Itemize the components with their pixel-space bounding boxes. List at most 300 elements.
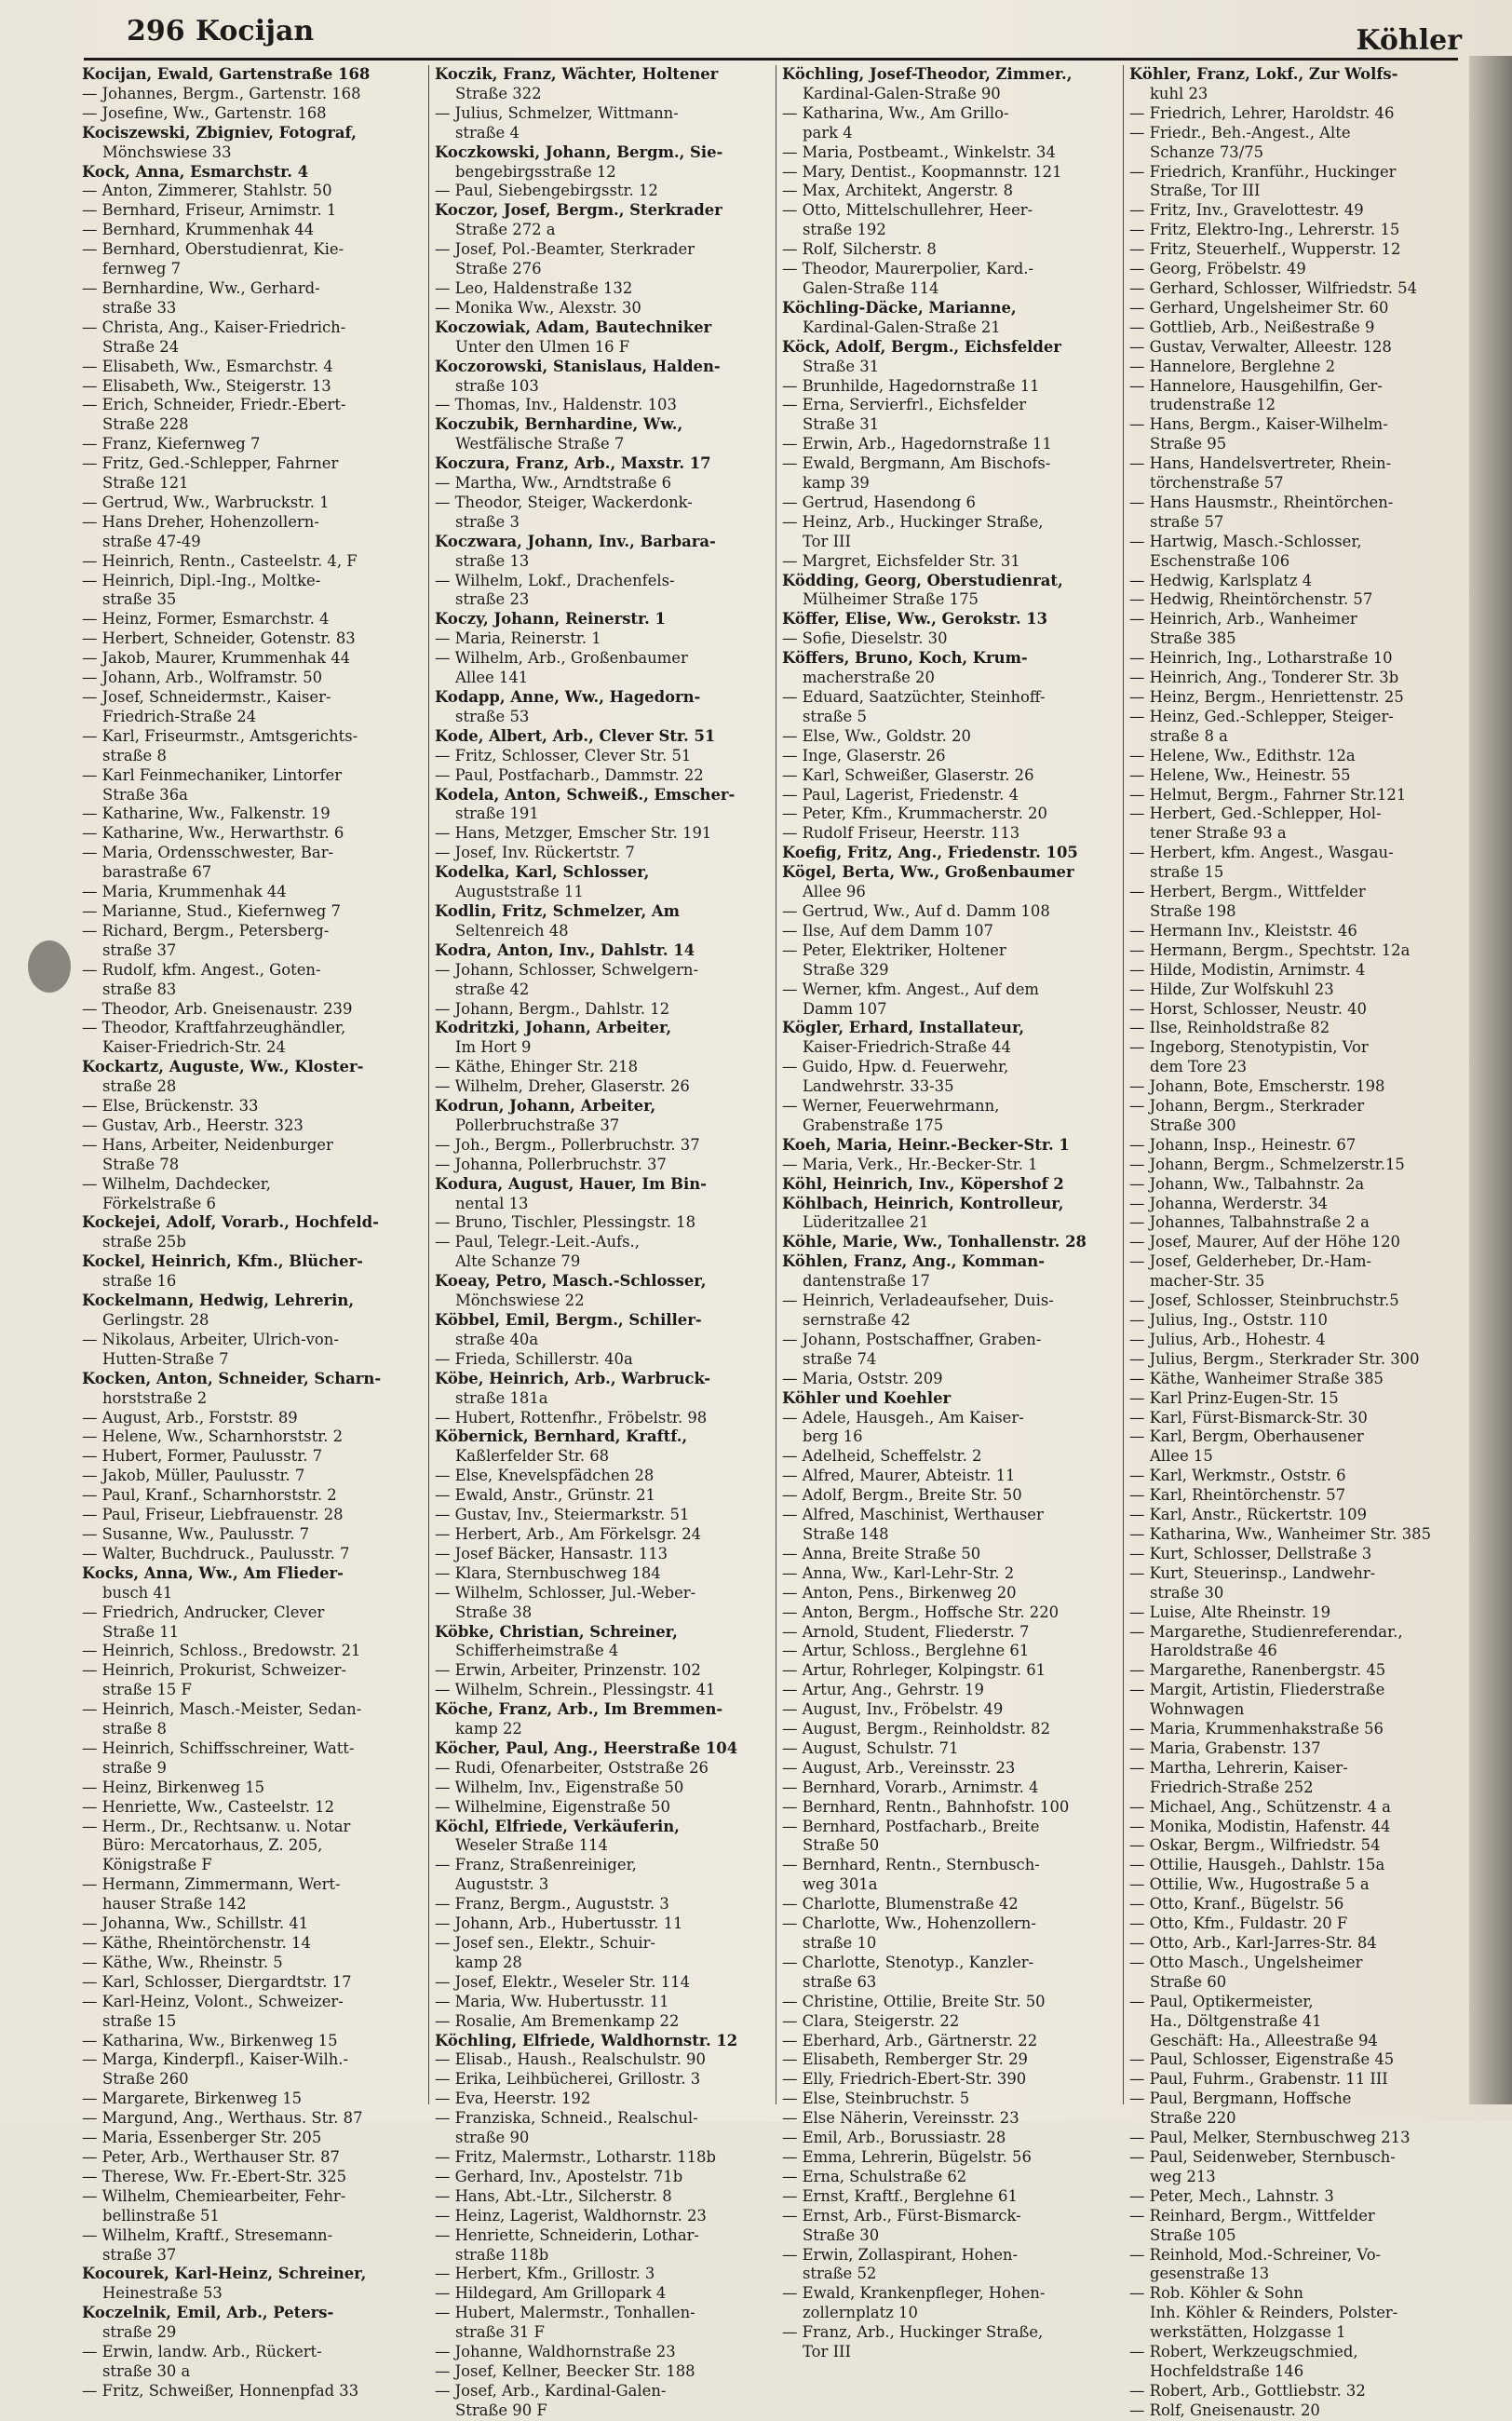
directory-line: — Arnold, Student, Fliederstr. 7: [782, 1622, 1030, 1641]
directory-line: — Luise, Alte Rheinstr. 19: [1129, 1603, 1331, 1621]
right-running-head: Köhler: [1356, 24, 1462, 57]
directory-line: Köck, Adolf, Bergm., Eichsfelder: [782, 337, 1061, 356]
directory-line: — Karl Feinmechaniker, Lintorfer: [82, 765, 343, 784]
directory-line: Kodritzki, Johann, Arbeiter,: [435, 1019, 672, 1037]
directory-line: straße 42: [455, 980, 530, 998]
directory-line: — Hubert, Rottenfhr., Fröbelstr. 98: [435, 1408, 708, 1427]
directory-line: — Emma, Lehrerin, Bügelstr. 56: [782, 2147, 1032, 2166]
directory-line: — Paul, Siebengebirgsstr. 12: [435, 182, 658, 200]
directory-line: straße 33: [102, 298, 177, 317]
directory-line: Landwehrstr. 33-35: [803, 1077, 954, 1096]
directory-line: straße 13: [455, 551, 530, 570]
directory-line: — Josefine, Ww., Gartenstr. 168: [82, 103, 327, 122]
directory-line: — Christa, Ang., Kaiser-Friedrich-: [82, 318, 346, 336]
directory-line: Koczowiak, Adam, Bautechniker: [435, 318, 712, 336]
directory-line: — Eva, Heerstr. 192: [435, 2090, 591, 2108]
directory-line: — Hans, Handelsvertreter, Rhein-: [1129, 454, 1392, 473]
directory-line: Köhlen, Franz, Ang., Komman-: [782, 1252, 1046, 1271]
directory-line: — Wilhelm, Schlosser, Jul.-Weber-: [435, 1583, 696, 1602]
directory-line: — Elisab., Haush., Realschulstr. 90: [435, 2050, 706, 2069]
directory-line: — Artur, Rohrleger, Kolpingstr. 61: [782, 1661, 1046, 1680]
directory-line: — Gerhard, Schlosser, Wilfriedstr. 54: [1129, 278, 1418, 297]
directory-line: Köchl, Elfriede, Verkäuferin,: [435, 1817, 680, 1835]
directory-line: — Franz, Straßenreiniger,: [435, 1856, 637, 1874]
directory-line: Grabenstraße 175: [803, 1116, 944, 1134]
directory-line: — Ottilie, Ww., Hugostraße 5 a: [1129, 1875, 1370, 1894]
directory-line: dantenstraße 17: [803, 1272, 930, 1291]
directory-line: Straße 148: [803, 1524, 889, 1543]
directory-line: Wohnwagen: [1150, 1700, 1245, 1719]
directory-line: — Margund, Ang., Werthaus. Str. 87: [82, 2109, 363, 2128]
directory-line: Straße 322: [455, 84, 542, 102]
directory-line: — Alfred, Maurer, Abteistr. 11: [782, 1467, 1016, 1485]
directory-line: — Fritz, Inv., Gravelottestr. 49: [1129, 201, 1364, 220]
directory-line: — Adolf, Bergm., Breite Str. 50: [782, 1486, 1022, 1505]
directory-line: Kodrun, Johann, Arbeiter,: [435, 1097, 656, 1116]
directory-line: — Horst, Schlosser, Neustr. 40: [1129, 999, 1367, 1018]
directory-line: — Ingeborg, Stenotypistin, Vor: [1129, 1038, 1369, 1057]
directory-line: horststraße 2: [102, 1388, 208, 1407]
directory-columns: [82, 65, 1460, 2419]
directory-line: Allee 141: [455, 669, 529, 687]
directory-line: — Werner, kfm. Angest., Auf dem: [782, 980, 1039, 998]
directory-line: — Johann, Bote, Emscherstr. 198: [1129, 1077, 1385, 1096]
directory-line: — Josef, Gelderheber, Dr.-Ham-: [1129, 1252, 1372, 1271]
directory-line: straße 181a: [455, 1388, 548, 1407]
directory-line: — Wilhelm, Schrein., Plessingstr. 41: [435, 1681, 716, 1699]
directory-line: Straße 95: [1150, 435, 1227, 453]
directory-line: straße 47-49: [102, 532, 201, 550]
directory-line: — Mary, Dentist., Koopmannstr. 121: [782, 162, 1062, 181]
directory-line: — Ilse, Reinholdstraße 82: [1129, 1019, 1330, 1037]
directory-line: — Ewald, Anstr., Grünstr. 21: [435, 1486, 655, 1505]
directory-line: — Maria, Oststr. 209: [782, 1369, 943, 1387]
directory-line: — Else, Knevelspfädchen 28: [435, 1467, 655, 1485]
directory-line: straße 90: [455, 2129, 530, 2147]
directory-line: straße 8: [102, 746, 167, 764]
directory-line: Straße 385: [1150, 629, 1236, 648]
directory-line: — Margarete, Birkenweg 15: [82, 2090, 303, 2108]
directory-line: Straße 50: [803, 1836, 880, 1855]
directory-line: Kögel, Berta, Ww., Großenbaumer: [782, 863, 1074, 882]
directory-line: — Karl, Bergm, Oberhausener: [1129, 1427, 1364, 1446]
directory-line: — Wilhelm, Dreher, Glaserstr. 26: [435, 1077, 690, 1096]
directory-line: zollernplatz 10: [803, 2304, 918, 2322]
directory-line: — Gertrud, Ww., Auf d. Damm 108: [782, 901, 1050, 920]
directory-line: — Hubert, Malermstr., Tonhallen-: [435, 2304, 695, 2322]
directory-line: — Paul, Optikermeister,: [1129, 1992, 1314, 2010]
directory-line: — Eberhard, Arb., Gärtnerstr. 22: [782, 2031, 1038, 2049]
directory-line: — Karl-Heinz, Volont., Schweizer-: [82, 1992, 344, 2010]
directory-line: — Paul, Telegr.-Leit.-Aufs.,: [435, 1233, 640, 1251]
directory-line: Im Hort 9: [455, 1038, 532, 1057]
directory-line: — Robert, Werkzeugschmied,: [1129, 2343, 1358, 2361]
directory-line: — Erwin, Arbeiter, Prinzenstr. 102: [435, 1661, 701, 1680]
directory-line: — Johann, Postschaffner, Graben-: [782, 1330, 1042, 1348]
directory-line: Straße 260: [102, 2070, 189, 2089]
directory-line: — Heinz, Bergm., Henriettenstr. 25: [1129, 688, 1404, 706]
directory-line: — Maria, Postbeamt., Winkelstr. 34: [782, 142, 1056, 161]
directory-line: Kocks, Anna, Ww., Am Flieder-: [82, 1563, 344, 1582]
directory-line: — Heinz, Former, Esmarchstr. 4: [82, 610, 330, 629]
directory-line: — Käthe, Ehinger Str. 218: [435, 1058, 638, 1076]
directory-line: — Wilhelm, Kraftf., Stresemann-: [82, 2225, 333, 2244]
directory-line: — Herbert, Ged.-Schlepper, Hol-: [1129, 805, 1382, 823]
directory-line: — Maria, Essenberger Str. 205: [82, 2129, 322, 2147]
directory-line: — Paul, Lagerist, Friedenstr. 4: [782, 785, 1019, 804]
ink-stain: [28, 940, 71, 993]
directory-line: — Bernhard, Rentn., Sternbusch-: [782, 1856, 1040, 1874]
directory-line: Straße 11: [102, 1622, 180, 1641]
directory-line: straße 53: [455, 707, 530, 725]
directory-line: — Hans Dreher, Hohenzollern-: [82, 512, 319, 531]
directory-line: weg 213: [1150, 2167, 1216, 2185]
directory-line: Köbe, Heinrich, Arb., Warbruck-: [435, 1369, 711, 1387]
directory-line: Büro: Mercatorhaus, Z. 205,: [102, 1836, 323, 1855]
directory-line: — Franz, Bergm., Auguststr. 3: [435, 1895, 669, 1914]
directory-line: — Nikolaus, Arbeiter, Ulrich-von-: [82, 1330, 339, 1348]
directory-line: — Martha, Lehrerin, Kaiser-: [1129, 1758, 1348, 1777]
directory-line: — Julius, Ing., Oststr. 110: [1129, 1311, 1328, 1329]
directory-line: — Katharina, Ww., Am Grillo-: [782, 103, 1009, 122]
directory-line: — Erich, Schneider, Friedr.-Ebert-: [82, 396, 346, 414]
directory-line: — Adelheid, Scheffelstr. 2: [782, 1447, 982, 1466]
directory-line: — Adele, Hausgeh., Am Kaiser-: [782, 1408, 1024, 1427]
directory-line: — Friedrich, Kranführ., Huckinger: [1129, 162, 1397, 181]
directory-line: — Henriette, Schneiderin, Lothar-: [435, 2225, 699, 2244]
directory-line: — Herbert, kfm. Angest., Wasgau-: [1129, 844, 1394, 862]
directory-line: straße 31 F: [455, 2323, 545, 2342]
directory-line: — Susanne, Ww., Paulusstr. 7: [82, 1524, 310, 1543]
directory-line: — Theodor, Kraftfahrzeughändler,: [82, 1019, 346, 1037]
directory-line: — Rolf, Gneisenaustr. 20: [1129, 2401, 1320, 2419]
directory-line: straße 103: [455, 376, 539, 395]
directory-line: — Else, Brückenstr. 33: [82, 1097, 259, 1116]
directory-line: Friedrich-Straße 24: [102, 707, 257, 725]
directory-line: — Fritz, Elektro-Ing., Lehrerstr. 15: [1129, 221, 1400, 239]
directory-line: Köchling, Josef-Theodor, Zimmer.,: [782, 65, 1073, 83]
directory-line: straße 3: [455, 512, 520, 531]
column-1: [82, 65, 421, 2400]
directory-line: dem Tore 23: [1150, 1058, 1248, 1076]
directory-line: werkstätten, Holzgasse 1: [1150, 2323, 1346, 2342]
directory-line: Seltenreich 48: [455, 921, 569, 940]
directory-line: Straße 78: [102, 1155, 180, 1173]
directory-line: straße 5: [803, 707, 867, 725]
directory-line: — Rob. Köhler & Sohn: [1129, 2284, 1303, 2303]
directory-line: — Margit, Artistin, Fliederstraße: [1129, 1681, 1385, 1699]
directory-line: — Karl, Rheintörchenstr. 57: [1129, 1486, 1346, 1505]
directory-line: — Paul, Schlosser, Eigenstraße 45: [1129, 2050, 1395, 2069]
directory-line: Eschenstraße 106: [1150, 551, 1290, 570]
directory-line: — Ernst, Arb., Fürst-Bismarck-: [782, 2206, 1021, 2225]
directory-line: Kodura, August, Hauer, Im Bin-: [435, 1174, 707, 1193]
directory-line: — Herbert, Kfm., Grillostr. 3: [435, 2265, 655, 2283]
directory-line: — Anton, Zimmerer, Stahlstr. 50: [82, 182, 332, 200]
directory-line: — Peter, Mech., Lahnstr. 3: [1129, 2186, 1334, 2205]
directory-line: straße 118b: [455, 2245, 549, 2264]
directory-line: — Heinz, Ged.-Schlepper, Steiger-: [1129, 707, 1394, 725]
directory-line: — Hans Hausmstr., Rheintörchen-: [1129, 493, 1394, 511]
directory-line: — Hans, Arbeiter, Neidenburger: [82, 1135, 333, 1154]
directory-line: — Ewald, Krankenpfleger, Hohen-: [782, 2284, 1046, 2303]
directory-line: — Peter, Kfm., Krummacherstr. 20: [782, 805, 1047, 823]
directory-line: — Elly, Friedrich-Ebert-Str. 390: [782, 2070, 1027, 2089]
directory-line: — Therese, Ww. Fr.-Ebert-Str. 325: [82, 2167, 347, 2185]
directory-line: — Jakob, Maurer, Krummenhak 44: [82, 649, 351, 668]
directory-line: — Johann, Arb., Wolframstr. 50: [82, 669, 323, 687]
directory-line: Koczy, Johann, Reinerstr. 1: [435, 610, 666, 629]
directory-line: Auguststr. 3: [455, 1875, 549, 1894]
directory-line: — Charlotte, Blumenstraße 42: [782, 1895, 1019, 1914]
directory-line: Kardinal-Galen-Straße 90: [803, 84, 1001, 102]
directory-line: — Karl Prinz-Eugen-Str. 15: [1129, 1388, 1339, 1407]
directory-line: Straße 31: [803, 357, 880, 375]
directory-line: Köhler, Franz, Lokf., Zur Wolfs-: [1129, 65, 1398, 83]
directory-line: Geschäft: Ha., Alleestraße 94: [1150, 2031, 1378, 2049]
directory-line: — Johann, Schlosser, Schwelgern-: [435, 960, 699, 979]
directory-line: Köhle, Marie, Ww., Tonhallenstr. 28: [782, 1233, 1087, 1251]
directory-line: Gerlingstr. 28: [102, 1311, 209, 1329]
directory-line: — Johanna, Werderstr. 34: [1129, 1194, 1329, 1212]
directory-line: — Brunhilde, Hagedornstraße 11: [782, 376, 1040, 395]
directory-line: Heinestraße 53: [102, 2284, 223, 2303]
directory-line: fernweg 7: [102, 260, 182, 278]
directory-line: törchenstraße 57: [1150, 474, 1284, 493]
directory-line: — Josef, Schlosser, Steinbruchstr.5: [1129, 1292, 1399, 1310]
directory-line: — Hilde, Modistin, Arnimstr. 4: [1129, 960, 1366, 979]
directory-line: — Helene, Ww., Edithstr. 12a: [1129, 746, 1356, 764]
directory-line: — Wilhelm, Lokf., Drachenfels-: [435, 571, 675, 589]
directory-line: — Marianne, Stud., Kiefernweg 7: [82, 901, 341, 920]
directory-line: Straße 24: [102, 337, 180, 356]
directory-line: — Thomas, Inv., Haldenstr. 103: [435, 396, 677, 414]
directory-line: — Fritz, Schlosser, Clever Str. 51: [435, 746, 692, 764]
directory-line: Kockartz, Auguste, Ww., Kloster-: [82, 1058, 364, 1076]
directory-line: — Elisabeth, Ww., Steigerstr. 13: [82, 376, 331, 395]
directory-line: Kode, Albert, Arb., Clever Str. 51: [435, 726, 716, 745]
directory-line: — Wilhelmine, Eigenstraße 50: [435, 1797, 670, 1816]
directory-line: Mönchswiese 22: [455, 1292, 585, 1310]
directory-line: — Anna, Breite Straße 50: [782, 1544, 981, 1562]
directory-line: straße 192: [803, 221, 886, 239]
directory-line: — Kurt, Schlosser, Dellstraße 3: [1129, 1544, 1372, 1562]
directory-line: Schifferheimstraße 4: [455, 1642, 619, 1660]
directory-line: — Otto, Arb., Karl-Jarres-Str. 84: [1129, 1934, 1377, 1952]
column-2: [428, 65, 774, 2419]
directory-line: — Josef sen., Elektr., Schuir-: [435, 1934, 655, 1952]
directory-line: — Theodor, Arb. Gneisenaustr. 239: [82, 999, 353, 1018]
directory-line: — Artur, Ang., Gehrstr. 19: [782, 1681, 984, 1699]
directory-line: — Heinz, Arb., Huckinger Straße,: [782, 512, 1044, 531]
directory-line: — Klara, Sternbuschweg 184: [435, 1563, 661, 1582]
directory-line: weg 301a: [803, 1875, 878, 1894]
directory-line: Koczorowski, Stanislaus, Halden-: [435, 357, 721, 375]
directory-line: — Friedrich, Andrucker, Clever: [82, 1603, 325, 1621]
directory-line: — Julius, Bergm., Sterkrader Str. 300: [1129, 1349, 1420, 1368]
directory-line: gesenstraße 13: [1150, 2265, 1270, 2283]
directory-line: straße 83: [102, 980, 177, 998]
directory-line: — Paul, Postfacharb., Dammstr. 22: [435, 765, 704, 784]
directory-line: nental 13: [455, 1194, 529, 1212]
directory-line: — Bernhard, Krummenhak 44: [82, 221, 315, 239]
directory-line: Königstraße F: [102, 1856, 212, 1874]
directory-line: — Katharina, Ww., Birkenweg 15: [82, 2031, 338, 2049]
directory-line: — Michael, Ang., Schützenstr. 4 a: [1129, 1797, 1391, 1816]
directory-line: Straße 60: [1150, 1972, 1227, 1991]
directory-line: — Gustav, Verwalter, Alleestr. 128: [1129, 337, 1392, 356]
directory-line: straße 74: [803, 1349, 877, 1368]
directory-line: Kocken, Anton, Schneider, Scharn-: [82, 1369, 382, 1387]
directory-line: — Otto, Kranf., Bügelstr. 56: [1129, 1895, 1344, 1914]
directory-line: tener Straße 93 a: [1150, 824, 1287, 843]
directory-line: Kockelmann, Hedwig, Lehrerin,: [82, 1292, 355, 1310]
directory-line: Allee 96: [803, 883, 866, 901]
directory-line: Kardinal-Galen-Straße 21: [803, 318, 1001, 336]
directory-line: Allee 15: [1150, 1447, 1213, 1466]
directory-line: — Karl, Friseurmstr., Amtsgerichts-: [82, 726, 358, 745]
directory-line: Köche, Franz, Arb., Im Bremmen-: [435, 1700, 723, 1719]
directory-line: — Monika Ww., Alexstr. 30: [435, 298, 641, 317]
directory-line: Straße 36a: [102, 785, 188, 804]
directory-line: — Maria, Reinerstr. 1: [435, 629, 601, 648]
directory-line: Straße 121: [102, 474, 189, 493]
directory-line: — Josef Bäcker, Hansastr. 113: [435, 1544, 668, 1562]
directory-line: — Erwin, Zollaspirant, Hohen-: [782, 2245, 1018, 2264]
directory-line: Köcher, Paul, Ang., Heerstraße 104: [435, 1738, 738, 1757]
directory-line: Straße 30: [803, 2225, 880, 2244]
directory-line: Koczubik, Bernhardine, Ww.,: [435, 415, 683, 434]
directory-line: Unter den Ulmen 16 F: [455, 337, 630, 356]
directory-line: — Käthe, Ww., Rheinstr. 5: [82, 1953, 283, 1971]
directory-line: Straße 300: [1150, 1116, 1236, 1134]
directory-line: — Hedwig, Rheintörchenstr. 57: [1129, 590, 1373, 609]
directory-line: — Paul, Friseur, Liebfrauenstr. 28: [82, 1506, 344, 1524]
directory-line: — Josef, Pol.-Beamter, Sterkrader: [435, 240, 695, 259]
directory-line: — Paul, Melker, Sternbuschweg 213: [1129, 2129, 1411, 2147]
directory-line: — Fritz, Steuerhelf., Wupperstr. 12: [1129, 240, 1401, 259]
directory-line: — Johann, Bergm., Dahlstr. 12: [435, 999, 670, 1018]
directory-line: — Anna, Ww., Karl-Lehr-Str. 2: [782, 1563, 1015, 1582]
directory-line: — Johann, Bergm., Sterkrader: [1129, 1097, 1365, 1116]
directory-line: — Karl, Werkmstr., Oststr. 6: [1129, 1467, 1346, 1485]
directory-line: Straße 329: [803, 960, 889, 979]
directory-line: kamp 22: [455, 1720, 522, 1738]
directory-line: — Helmut, Bergm., Fahrner Str.121: [1129, 785, 1407, 804]
directory-line: — Else, Steinbruchstr. 5: [782, 2090, 970, 2108]
directory-line: — August, Bergm., Reinholdstr. 82: [782, 1720, 1051, 1738]
directory-line: — Else, Ww., Goldstr. 20: [782, 726, 971, 745]
directory-line: Alte Schanze 79: [455, 1252, 581, 1271]
directory-line: — Gertrud, Hasendong 6: [782, 493, 976, 511]
column-3: [776, 65, 1121, 2361]
directory-line: Förkelstraße 6: [102, 1194, 216, 1212]
directory-line: — Frieda, Schillerstr. 40a: [435, 1349, 633, 1368]
directory-line: Köbernick, Bernhard, Kraftf.,: [435, 1427, 688, 1446]
directory-line: straße 35: [102, 590, 177, 609]
directory-line: Weseler Straße 114: [455, 1836, 608, 1855]
directory-line: — Bernhardine, Ww., Gerhard-: [82, 278, 320, 297]
directory-line: macherstraße 20: [803, 669, 935, 687]
directory-line: — Kurt, Steuerinsp., Landwehr-: [1129, 1563, 1376, 1582]
directory-line: — Karl, Fürst-Bismarck-Str. 30: [1129, 1408, 1368, 1427]
directory-line: — Marga, Kinderpfl., Kaiser-Wilh.-: [82, 2050, 348, 2069]
directory-line: — Else Näherin, Vereinsstr. 23: [782, 2109, 1019, 2128]
directory-line: Schanze 73/75: [1150, 142, 1264, 161]
directory-line: Hochfeldstraße 146: [1150, 2361, 1304, 2380]
directory-line: — Inge, Glaserstr. 26: [782, 746, 946, 764]
directory-line: — Ilse, Auf dem Damm 107: [782, 921, 993, 940]
directory-line: — Josef, Arb., Kardinal-Galen-: [435, 2381, 667, 2400]
directory-line: Kocijan, Ewald, Gartenstraße 168: [82, 65, 371, 83]
directory-line: Kaßlerfelder Str. 68: [455, 1447, 610, 1466]
directory-line: — Heinrich, Arb., Wanheimer: [1129, 610, 1357, 629]
directory-line: straße 8 a: [1150, 726, 1228, 745]
directory-line: Köffer, Elise, Ww., Gerokstr. 13: [782, 610, 1048, 629]
directory-line: straße 30: [1150, 1583, 1224, 1602]
directory-line: — Elisabeth, Ww., Esmarchstr. 4: [82, 357, 333, 375]
directory-line: — Franziska, Schneid., Realschul-: [435, 2109, 698, 2128]
directory-line: — Joh., Bergm., Pollerbruchstr. 37: [435, 1135, 700, 1154]
directory-line: — Franz, Kiefernweg 7: [82, 435, 261, 453]
directory-line: — Hannelore, Berglehne 2: [1129, 357, 1336, 375]
directory-line: — Maria, Krummenhakstraße 56: [1129, 1720, 1384, 1738]
directory-line: Straße 220: [1150, 2109, 1236, 2128]
directory-line: straße 8: [102, 1720, 167, 1738]
directory-line: — Rolf, Silcherstr. 8: [782, 240, 937, 259]
directory-line: — Josef, Maurer, Auf der Höhe 120: [1129, 1233, 1400, 1251]
directory-line: Straße, Tor III: [1150, 182, 1261, 200]
directory-line: Koczor, Josef, Bergm., Sterkrader: [435, 201, 722, 220]
directory-line: Auguststraße 11: [455, 883, 584, 901]
directory-line: — Martha, Ww., Arndtstraße 6: [435, 474, 672, 493]
directory-line: — Josef, Elektr., Weseler Str. 114: [435, 1972, 691, 1991]
directory-line: straße 57: [1150, 512, 1224, 531]
directory-line: — Alfred, Maschinist, Werthauser: [782, 1506, 1044, 1524]
directory-line: — Ewald, Bergmann, Am Bischofs-: [782, 454, 1051, 473]
directory-line: — Helene, Ww., Scharnhorststr. 2: [82, 1427, 344, 1446]
directory-line: Koczwara, Johann, Inv., Barbara-: [435, 532, 716, 550]
directory-line: Tor III: [803, 532, 851, 550]
directory-line: — Hildegard, Am Grillopark 4: [435, 2284, 667, 2303]
directory-line: Kocourek, Karl-Heinz, Schreiner,: [82, 2265, 367, 2283]
directory-line: — Anton, Pens., Birkenweg 20: [782, 1583, 1017, 1602]
directory-line: — Paul, Kranf., Scharnhorststr. 2: [82, 1486, 337, 1505]
left-running-head: Kocijan: [196, 15, 315, 47]
directory-line: — Gertrud, Ww., Warbruckstr. 1: [82, 493, 330, 511]
directory-line: — Walter, Buchdruck., Paulusstr. 7: [82, 1544, 350, 1562]
directory-line: Mülheimer Straße 175: [803, 590, 979, 609]
directory-line: — Karl, Anstr., Rückertstr. 109: [1129, 1506, 1368, 1524]
directory-line: — Heinrich, Schiffsschreiner, Watt-: [82, 1738, 355, 1757]
directory-line: Koczkowski, Johann, Bergm., Sie-: [435, 142, 723, 161]
directory-line: Ködding, Georg, Oberstudienrat,: [782, 571, 1063, 589]
directory-line: — Friedrich, Lehrer, Haroldstr. 46: [1129, 103, 1395, 122]
directory-line: — Herbert, Schneider, Gotenstr. 83: [82, 629, 356, 648]
directory-line: straße 23: [455, 590, 530, 609]
directory-line: — Bernhard, Friseur, Arnimstr. 1: [82, 201, 337, 220]
directory-line: — Erna, Servierfrl., Eichsfelder: [782, 396, 1027, 414]
directory-line: Kociszewski, Zbigniev, Fotograf,: [82, 123, 357, 142]
directory-line: Köbbel, Emil, Bergm., Schiller-: [435, 1311, 702, 1329]
directory-line: Straße 228: [102, 415, 189, 434]
directory-line: — Margarethe, Ranenbergstr. 45: [1129, 1661, 1386, 1680]
directory-line: Kockel, Heinrich, Kfm., Blücher-: [82, 1252, 363, 1271]
directory-line: — Johann, Arb., Hubertusstr. 11: [435, 1914, 683, 1933]
directory-line: — Fritz, Schweißer, Honnenpfad 33: [82, 2381, 359, 2400]
directory-line: — Hannelore, Hausgehilfin, Ger-: [1129, 376, 1383, 395]
directory-line: — Otto Masch., Ungelsheimer: [1129, 1953, 1363, 1971]
